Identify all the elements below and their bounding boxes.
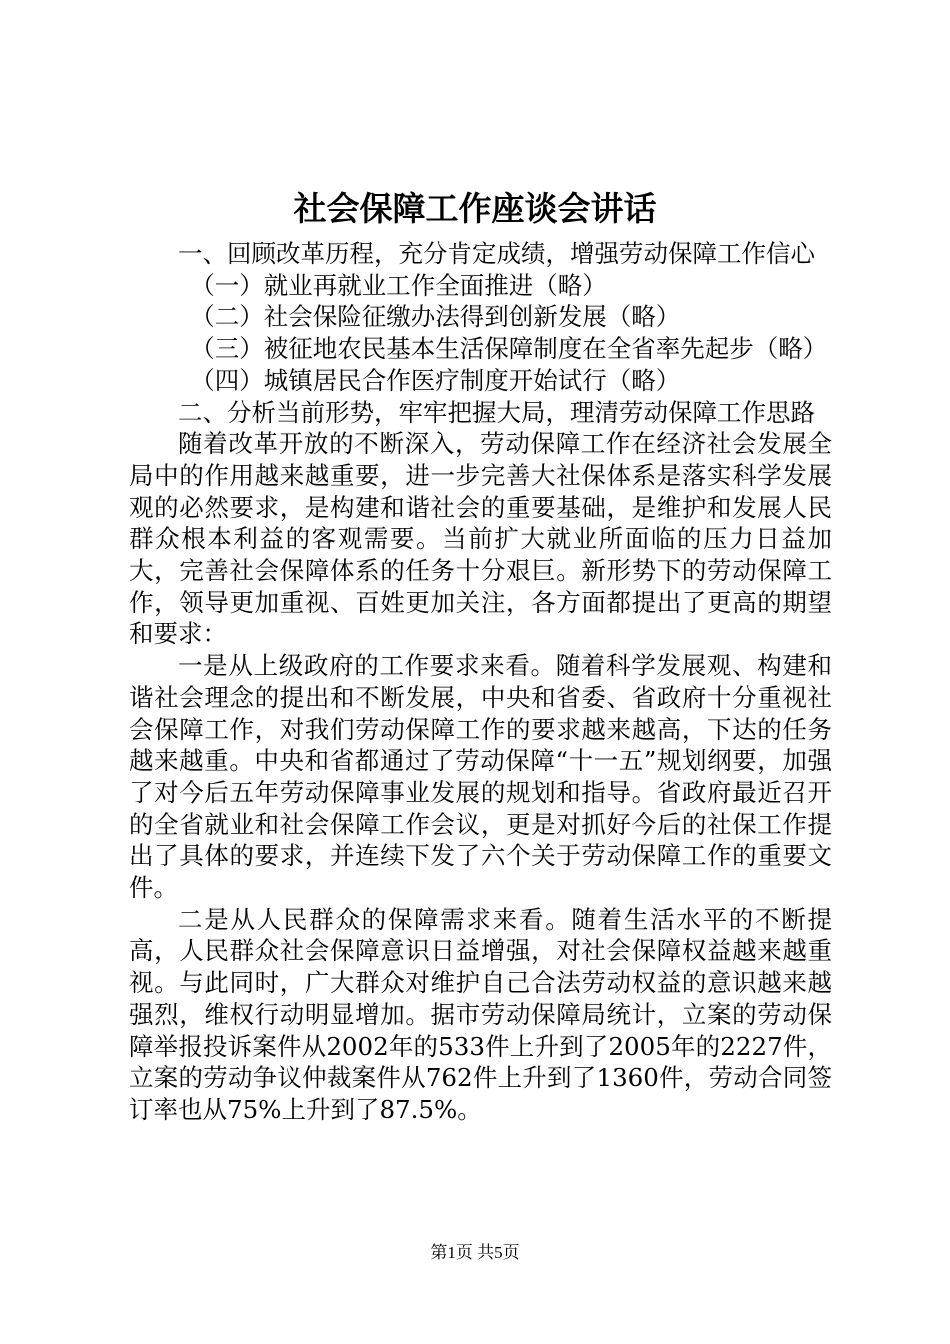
section-heading-2: 二、分析当前形势，牢牢把握大局，理清劳动保障工作思路: [178, 397, 815, 427]
document-body: [129, 238, 832, 1126]
section-heading-1: 一、回顾改革历程，充分肯定成绩，增强劳动保障工作信心: [178, 239, 815, 268]
body-paragraph: 随着改革开放的不断深入，劳动保障工作在经济社会发展全局中的作用越来越重要，进一步完善大社保体系是落实科学发展观的必然要求，是构建和谐社会的重要基础，是维护和发展人民群众根本利益的客观需要。当前扩大就业所面临的压力日益加大，完善社会保障体系的任务十分艰巨。新形势下的劳动保障工作，领导更加重视、百姓更加关注，各方面都提出了更高的期望和要求：: [129, 429, 832, 649]
body-paragraph: 二是从人民群众的保障需求来看。随着生活水平的不断提高，人民群众社会保障意识日益增强，对社会保障权益越来越重视。与此同时，广大群众对维护自己合法劳动权益的意识越来越强烈，维权行动明显增加。据市劳动保障局统计，立案的劳动保障举报投诉案件从2002年的533件上升到了2005年的2227件，立案的劳动争议仲裁案件从762件上升到了1360件，劳动合同签订率也从75%上升到了87.5%。: [129, 904, 832, 1124]
subsection-2: （二）社会保险征缴办法得到创新发展（略）: [190, 302, 681, 332]
document-title: 社会保障工作座谈会讲话: [293, 189, 657, 228]
subsection-1: （一）就业再就业工作全面推进（略）: [190, 270, 607, 300]
page-footer: 第1页 共5页: [430, 1243, 520, 1262]
subsection-4: （四）城镇居民合作医疗制度开始试行（略）: [190, 365, 681, 395]
subsection-3: （三）被征地农民基本生活保障制度在全省率先起步（略）: [190, 334, 828, 364]
body-paragraph: 一是从上级政府的工作要求来看。随着科学发展观、构建和谐社会理念的提出和不断发展，中央和省委、省政府十分重视社会保障工作，对我们劳动保障工作的要求越来越高，下达的任务越来越重。中央和省都通过了劳动保障“十一五”规划纲要，加强了对今后五年劳动保障事业发展的规划和指导。省政府最近召开的全省就业和社会保障工作会议，更是对抓好今后的社保工作提出了具体的要求，并连续下发了六个关于劳动保障工作的重要文件。: [129, 651, 832, 903]
